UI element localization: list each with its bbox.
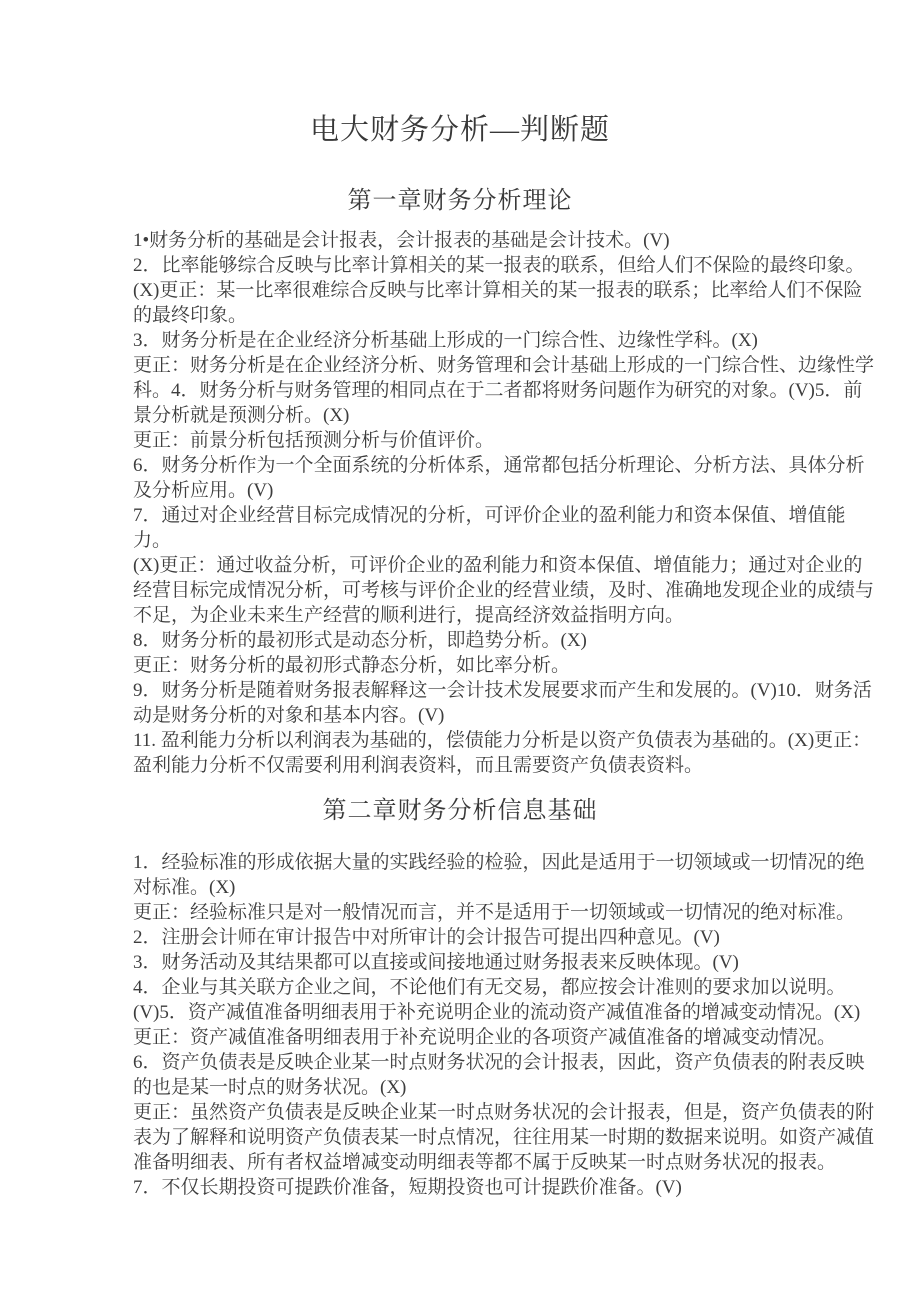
- section-heading-2: 第二章财务分析信息基础: [322, 798, 598, 824]
- document-body: [133, 186, 875, 1200]
- text-line: 科。4．财务分析与财务管理的相同点在于二者都将财务问题作为研究的对象。(V)5．前: [133, 380, 863, 401]
- text-line: 景分析就是预测分析。(X): [133, 405, 350, 426]
- text-line: 6．财务分析作为一个全面系统的分析体系，通常都包括分析理论、分析方法、具体分析: [133, 455, 865, 476]
- text-line: 表为了解释和说明资产负债表某一时点情况，往往用某一时期的数据来说明。如资产减值: [133, 1127, 875, 1148]
- text-line: 的也是某一时点的财务状况。(X): [133, 1077, 407, 1098]
- text-line: 1•财务分析的基础是会计报表，会计报表的基础是会计技术。(V): [133, 230, 670, 251]
- text-line: 7．通过对企业经营目标完成情况的分析，可评价企业的盈利能力和资本保值、增值能: [133, 505, 846, 526]
- text-line: 的最终印象。: [133, 305, 248, 326]
- text-line: 经营目标完成情况分析，可考核与评价企业的经营业绩，及时、准确地发现企业的成绩与: [133, 580, 875, 601]
- section-2-body: [133, 850, 875, 1200]
- text-line: 3．财务活动及其结果都可以直接或间接地通过财务报表来反映体现。(V): [133, 952, 739, 973]
- text-line: 3．财务分析是在企业经济分析基础上形成的一门综合性、边缘性学科。(X): [133, 330, 758, 351]
- text-line: 准备明细表、所有者权益增减变动明细表等都不属于反映某一时点财务状况的报表。: [133, 1152, 837, 1173]
- text-line: 不足，为企业未来生产经营的顺利进行，提高经济效益指明方向。: [133, 605, 685, 626]
- text-line: 6．资产负债表是反映企业某一时点财务状况的会计报表，因此，资产负债表的附表反映: [133, 1052, 865, 1073]
- text-line: 1．经验标准的形成依据大量的实践经验的检验，因此是适用于一切领域或一切情况的绝: [133, 852, 865, 873]
- text-line: (V)5．资产减值准备明细表用于补充说明企业的流动资产减值准备的增减变动情况。(X): [133, 1002, 861, 1023]
- text-line: 对标准。(X): [133, 877, 236, 898]
- text-line: 更正：资产减值准备明细表用于补充说明企业的各项资产减值准备的增减变动情况。: [133, 1027, 837, 1048]
- text-line: 力。: [133, 530, 172, 551]
- text-line: 9．财务分析是随着财务报表解释这一会计技术发展要求而产生和发展的。(V)10．财务活: [133, 680, 872, 701]
- text-line: 4．企业与其关联方企业之间，不论他们有无交易，都应按会计准则的要求加以说明。: [133, 977, 846, 998]
- text-line: 更正：财务分析的最初形式静态分析，如比率分析。: [133, 655, 571, 676]
- section-1-body: [133, 228, 875, 778]
- text-line: 7．不仅长期投资可提跌价准备，短期投资也可计提跌价准备。(V): [133, 1177, 682, 1198]
- text-line: 更正：前景分析包括预测分析与价值评价。: [133, 430, 495, 451]
- section-heading-1: 第一章财务分析理论: [347, 188, 573, 214]
- text-line: 2．注册会计师在审计报告中对所审计的会计报告可提出四种意见。(V): [133, 927, 720, 948]
- text-line: 11. 盈利能力分析以利润表为基础的，偿债能力分析是以资产负债表为基础的。(X)更正：: [133, 730, 872, 751]
- text-line: 及分析应用。(V): [133, 480, 274, 501]
- text-line: 2．比率能够综合反映与比率计算相关的某一报表的联系，但给人们不保险的最终印象。: [133, 255, 865, 276]
- text-line: 更正：虽然资产负债表是反映企业某一时点财务状况的会计报表，但是，资产负债表的附: [133, 1102, 875, 1123]
- text-line: 更正：财务分析是在企业经济分析、财务管理和会计基础上形成的一门综合性、边缘性学: [133, 355, 875, 376]
- text-line: (X)更正：通过收益分析，可评价企业的盈利能力和资本保值、增值能力；通过对企业的: [133, 555, 863, 576]
- text-line: 盈利能力分析不仅需要利用利润表资料，而且需要资产负债表资料。: [133, 755, 704, 776]
- document-title: 电大财务分析—判断题: [309, 114, 610, 146]
- text-line: 8．财务分析的最初形式是动态分析，即趋势分析。(X): [133, 630, 587, 651]
- text-line: 更正：经验标准只是对一般情况而言，并不是适用于一切领域或一切情况的绝对标准。: [133, 902, 856, 923]
- text-line: (X)更正：某一比率很难综合反映与比率计算相关的某一报表的联系；比率给人们不保险: [133, 280, 863, 301]
- text-line: 动是财务分析的对象和基本内容。(V): [133, 705, 445, 726]
